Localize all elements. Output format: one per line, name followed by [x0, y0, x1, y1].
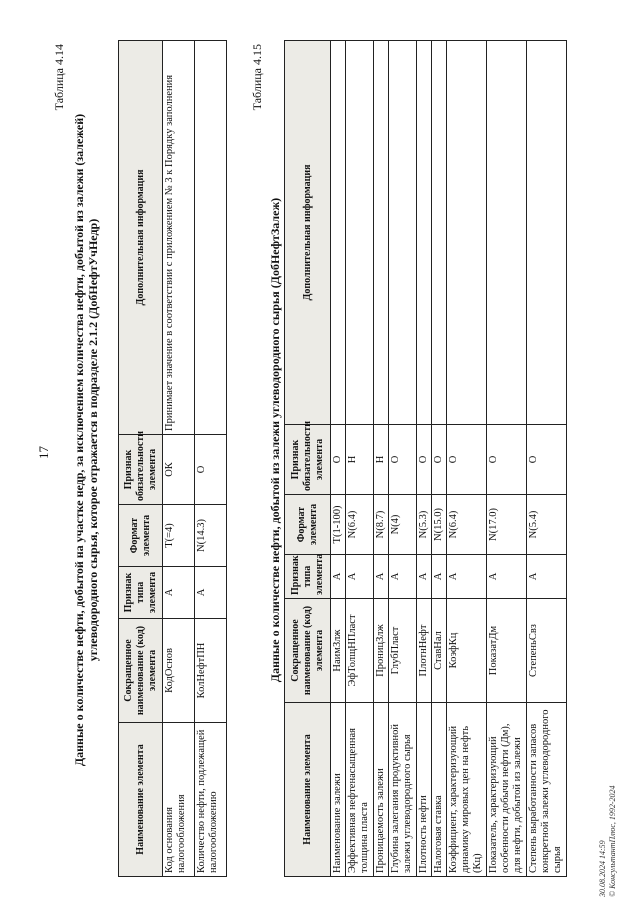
- element-name-cell: Коэффициент, характеризующий динамику мировых цен на нефть (Кц): [447, 703, 487, 877]
- element-info-cell: Принимает значение в соответствии с приложением № 3 к Порядку заполнения: [163, 41, 195, 435]
- element-type-cell: А: [487, 555, 527, 599]
- element-required-cell: Н: [374, 425, 389, 495]
- element-type-cell: А: [447, 555, 487, 599]
- element-code-cell: СтавНал: [432, 599, 447, 703]
- table-label-4-15: Таблица 4.15: [250, 44, 264, 111]
- element-required-cell: О: [417, 425, 432, 495]
- element-format-cell: N(5.3): [417, 495, 432, 555]
- element-type-cell: А: [389, 555, 417, 599]
- header-cell: Признак обязательности элемента: [119, 435, 163, 505]
- element-format-cell: N(14.3): [195, 505, 227, 567]
- header-row: [285, 41, 331, 877]
- table-row: [331, 41, 346, 877]
- element-required-cell: О: [331, 425, 346, 495]
- element-info-cell: [195, 41, 227, 435]
- element-name-cell: Налоговая ставка: [432, 703, 447, 877]
- element-code-cell: ПлотнНефт: [417, 599, 432, 703]
- element-required-cell: О: [432, 425, 447, 495]
- element-code-cell: ЭфТолщНПласт: [346, 599, 374, 703]
- element-name-cell: Степень выработанности запасов конкретной залежи углеводородного сырья: [527, 703, 567, 877]
- header-cell: Наименование элемента: [119, 723, 163, 877]
- element-code-cell: СтепеньСвз: [527, 599, 567, 703]
- element-required-cell: ОК: [163, 435, 195, 505]
- element-type-cell: А: [527, 555, 567, 599]
- element-code-cell: КолНефтПН: [195, 619, 227, 723]
- element-name-cell: Эффективная нефтенасыщенная толщина пласта: [346, 703, 374, 877]
- element-info-cell: [487, 41, 527, 425]
- header-cell: Дополнительная информация: [285, 41, 331, 425]
- header-cell: Сокращенное наименование (код) элемента: [285, 599, 331, 703]
- element-info-cell: [374, 41, 389, 425]
- element-info-cell: [346, 41, 374, 425]
- element-type-cell: А: [163, 567, 195, 619]
- table-row: [417, 41, 432, 877]
- element-format-cell: N(4): [389, 495, 417, 555]
- header-cell: Сокращенное наименование (код) элемента: [119, 619, 163, 723]
- table-row: [487, 41, 527, 877]
- table-row: [447, 41, 487, 877]
- element-required-cell: Н: [346, 425, 374, 495]
- element-info-cell: [527, 41, 567, 425]
- table-row: [432, 41, 447, 877]
- page-number: 17: [36, 446, 51, 459]
- element-info-cell: [389, 41, 417, 425]
- header-row: [119, 41, 163, 877]
- element-name-cell: Глубина залегания продуктивной залежи углеводородного сырья: [389, 703, 417, 877]
- element-format-cell: N(5.4): [527, 495, 567, 555]
- table-row: [195, 41, 227, 877]
- element-format-cell: N(15.0): [432, 495, 447, 555]
- element-format-cell: N(6.4): [447, 495, 487, 555]
- stamp-date: 30.08.2024 14:59: [598, 840, 607, 897]
- element-code-cell: ПроницЗлж: [374, 599, 389, 703]
- element-required-cell: О: [527, 425, 567, 495]
- table-title-4-15: Данные о количестве нефти, добытой из залежи углеводородного сырья (ДобНефтЗалеж): [268, 197, 282, 683]
- element-code-cell: КодОснов: [163, 619, 195, 723]
- element-code-cell: ГлубПласт: [389, 599, 417, 703]
- element-type-cell: А: [331, 555, 346, 599]
- element-name-cell: Показатель, характеризующий особенности добычи нефти (Дм), для нефти, добытой из залежи: [487, 703, 527, 877]
- table-row: [346, 41, 374, 877]
- element-name-cell: Код основания налогообложения: [163, 723, 195, 877]
- table-row: [374, 41, 389, 877]
- table-row: [163, 41, 195, 877]
- element-required-cell: О: [447, 425, 487, 495]
- element-code-cell: ПоказатДм: [487, 599, 527, 703]
- header-cell: Признак обязательности элемента: [285, 425, 331, 495]
- element-code-cell: КоэфКц: [447, 599, 487, 703]
- element-type-cell: А: [432, 555, 447, 599]
- table-title-4-14: Данные о количестве нефти, добытой на участке недр, за исключением количества нефти, добытой из залежи (залежей) углеводородного сырья, которое отражается в подразделе 2.1.2 (ДобНефтУчНедр): [72, 113, 100, 767]
- element-info-cell: [432, 41, 447, 425]
- element-info-cell: [417, 41, 432, 425]
- stamp-source: © КонсультантПлюс, 1992-2024: [608, 785, 617, 897]
- header-cell: Признак типа элемента: [285, 555, 331, 599]
- element-format-cell: N(6.4): [346, 495, 374, 555]
- element-name-cell: Наименование залежи: [331, 703, 346, 877]
- table-4-15: [284, 40, 567, 877]
- element-format-cell: N(17.0): [487, 495, 527, 555]
- element-name-cell: Количество нефти, подлежащей налогообложению: [195, 723, 227, 877]
- header-cell: Признак типа элемента: [119, 567, 163, 619]
- element-type-cell: А: [417, 555, 432, 599]
- element-format-cell: T(1-100): [331, 495, 346, 555]
- element-format-cell: N(8.7): [374, 495, 389, 555]
- element-required-cell: О: [389, 425, 417, 495]
- table-label-4-14: Таблица 4.14: [52, 44, 66, 111]
- header-cell: Дополнительная информация: [119, 41, 163, 435]
- element-name-cell: Плотность нефти: [417, 703, 432, 877]
- table-row: [389, 41, 417, 877]
- element-required-cell: О: [487, 425, 527, 495]
- table-4-14: [118, 40, 227, 877]
- header-cell: Формат элемента: [285, 495, 331, 555]
- element-format-cell: T(=4): [163, 505, 195, 567]
- table-row: [527, 41, 567, 877]
- element-type-cell: А: [374, 555, 389, 599]
- footer-stamp: [598, 697, 618, 897]
- element-required-cell: О: [195, 435, 227, 505]
- element-type-cell: А: [195, 567, 227, 619]
- element-name-cell: Проницаемость залежи: [374, 703, 389, 877]
- header-cell: Формат элемента: [119, 505, 163, 567]
- header-cell: Наименование элемента: [285, 703, 331, 877]
- element-code-cell: НаимЗлж: [331, 599, 346, 703]
- element-type-cell: А: [346, 555, 374, 599]
- element-info-cell: [331, 41, 346, 425]
- element-info-cell: [447, 41, 487, 425]
